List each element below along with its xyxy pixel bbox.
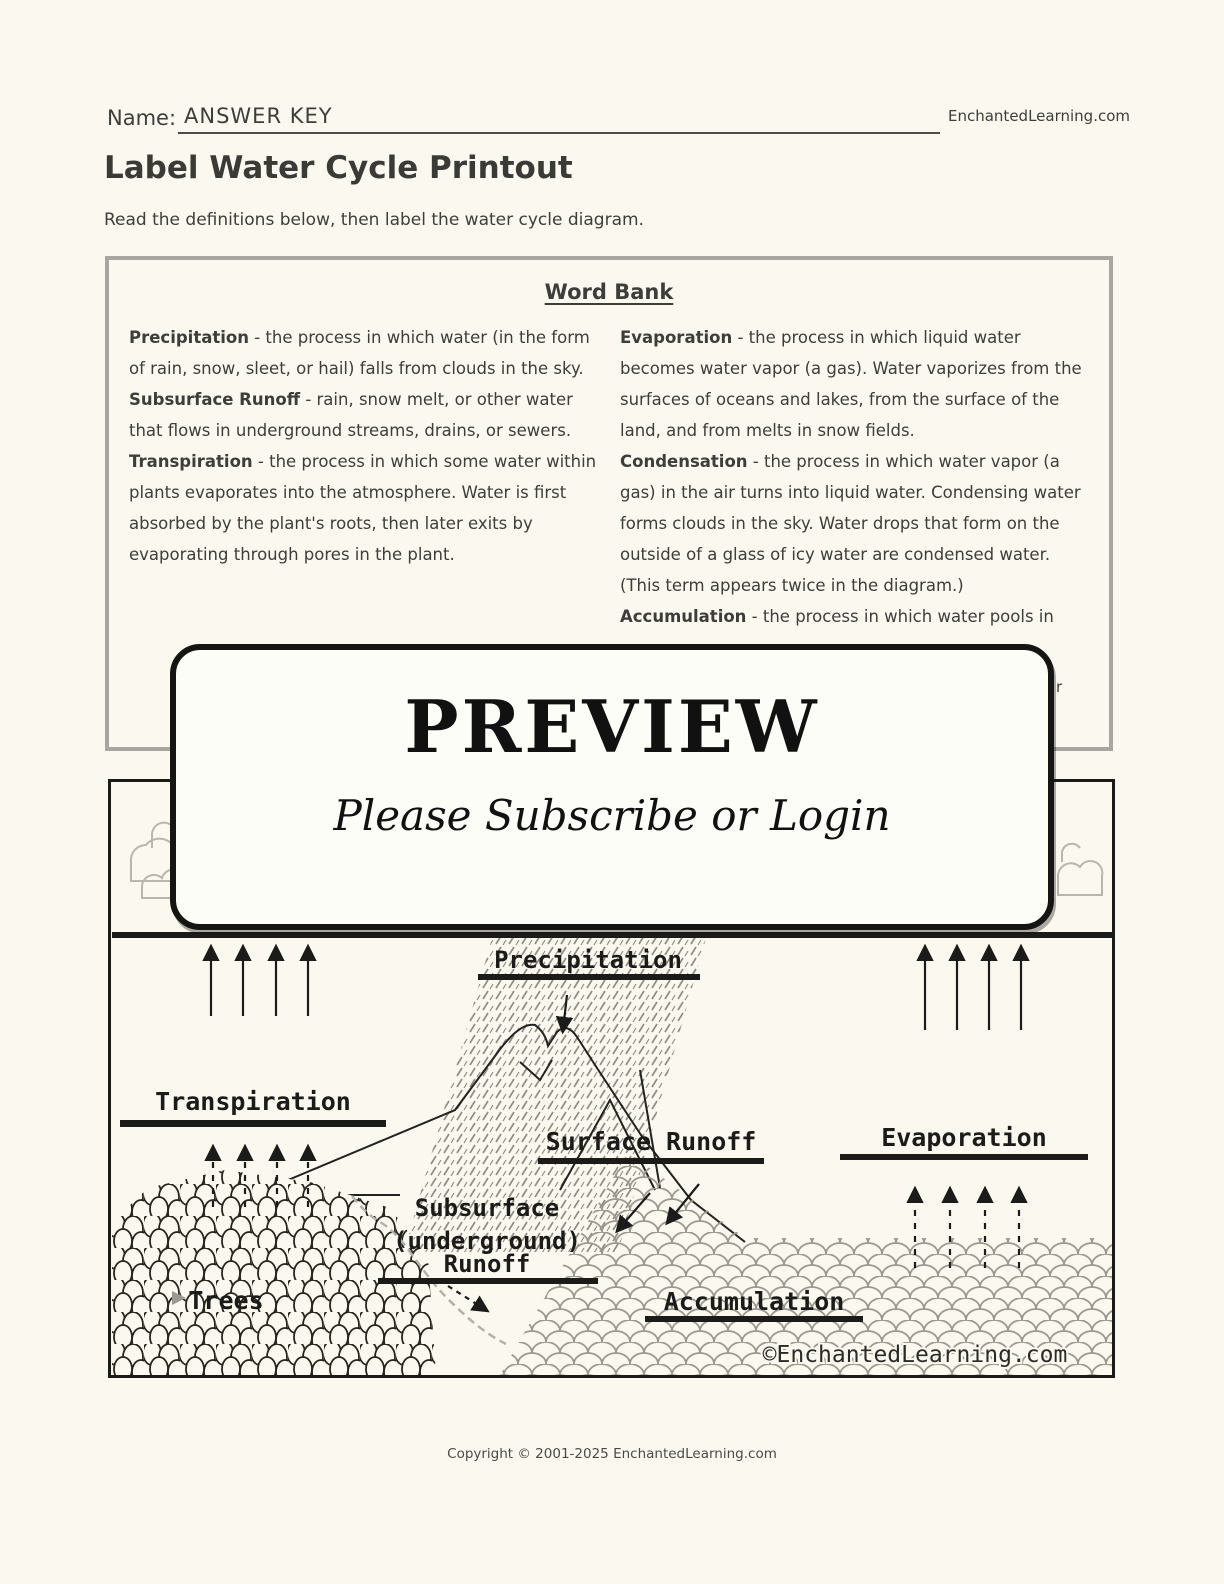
word-bank-definition: - the process in which some water within plants evaporates into the atmosphere. Water is first absorbed by the plant's roots, then later exits by evaporating through pores in the plant. bbox=[129, 452, 597, 564]
page-title: Label Water Cycle Printout bbox=[104, 150, 573, 186]
word-bank-left-column bbox=[129, 322, 597, 570]
label-subsurface-underground: (underground) bbox=[393, 1227, 581, 1255]
subsurface-arrow bbox=[448, 1286, 486, 1310]
trees-canopy bbox=[112, 1170, 436, 1375]
label-underline bbox=[538, 1158, 764, 1164]
word-bank-definition: - the process in which liquid water becomes water vapor (a gas). Water vaporizes from the surfaces of oceans and lakes, from the surface of the land, and from melts in snow fields. bbox=[620, 328, 1082, 440]
sky-arrows-right bbox=[925, 948, 1021, 1030]
label-trees: Trees bbox=[188, 1286, 264, 1315]
label-underline bbox=[478, 974, 700, 980]
word-bank-entry bbox=[129, 446, 597, 570]
word-bank-term: Transpiration bbox=[129, 452, 253, 471]
instructions-text: Read the definitions below, then label the water cycle diagram. bbox=[104, 210, 644, 230]
label-surface-runoff: Surface Runoff bbox=[545, 1127, 757, 1156]
label-precipitation: Precipitation bbox=[494, 946, 682, 974]
label-underline bbox=[120, 1120, 386, 1127]
word-bank-heading: Word Bank bbox=[544, 280, 674, 304]
word-bank-right-column bbox=[620, 322, 1085, 632]
word-bank-entry bbox=[620, 446, 1085, 601]
preview-title: PREVIEW bbox=[404, 684, 820, 769]
name-underline bbox=[178, 132, 940, 134]
word-bank-entry bbox=[129, 384, 597, 446]
site-header-link[interactable]: EnchantedLearning.com bbox=[948, 107, 1130, 125]
label-transpiration: Transpiration bbox=[155, 1087, 351, 1116]
hidden-text-fragment: r bbox=[1056, 678, 1063, 696]
subscribe-login-prompt[interactable]: Please Subscribe or Login bbox=[333, 791, 891, 840]
sky-line bbox=[112, 932, 1113, 938]
label-underline bbox=[645, 1316, 863, 1322]
label-subsurface: Subsurface bbox=[414, 1194, 560, 1222]
diagram-watermark: ©EnchantedLearning.com bbox=[762, 1342, 1068, 1368]
word-bank-term: Precipitation bbox=[129, 328, 249, 347]
word-bank-definition: - the process in which water (in the form of rain, snow, sleet, or hail) falls from clouds in the sky. bbox=[129, 328, 590, 378]
word-bank-entry bbox=[620, 601, 1085, 632]
name-label: Name: bbox=[107, 106, 177, 130]
word-bank-term: Subsurface Runoff bbox=[129, 390, 301, 409]
copyright-footer: Copyright © 2001-2025 EnchantedLearning.com bbox=[447, 1446, 777, 1462]
word-bank-definition: - the process in which water vapor (a gas) in the air turns into liquid water. Condensing water forms clouds in the sky. Water drops that form on the outside of a glass of icy water are condensed water. (This term appears twice in the diagram.) bbox=[620, 452, 1081, 595]
name-answer-value: ANSWER KEY bbox=[184, 104, 333, 128]
sky-arrows-left bbox=[211, 948, 308, 1016]
label-subsurface-runoff: Runoff bbox=[443, 1250, 531, 1278]
word-bank-entry bbox=[620, 322, 1085, 446]
word-bank-term: Accumulation bbox=[620, 607, 747, 626]
label-underline bbox=[840, 1154, 1088, 1160]
cloud-sketch-right bbox=[1058, 844, 1102, 895]
word-bank-term: Evaporation bbox=[620, 328, 733, 347]
label-underline bbox=[378, 1278, 598, 1284]
label-evaporation: Evaporation bbox=[881, 1123, 1047, 1152]
word-bank-definition: - rain, snow melt, or other water that flows in underground streams, drains, or sewers. bbox=[129, 390, 573, 440]
word-bank-definition: - the process in which water pools in bbox=[746, 607, 1054, 626]
label-accumulation: Accumulation bbox=[663, 1287, 845, 1316]
word-bank-entry bbox=[129, 322, 597, 384]
preview-overlay[interactable] bbox=[170, 644, 1054, 930]
word-bank-term: Condensation bbox=[620, 452, 748, 471]
